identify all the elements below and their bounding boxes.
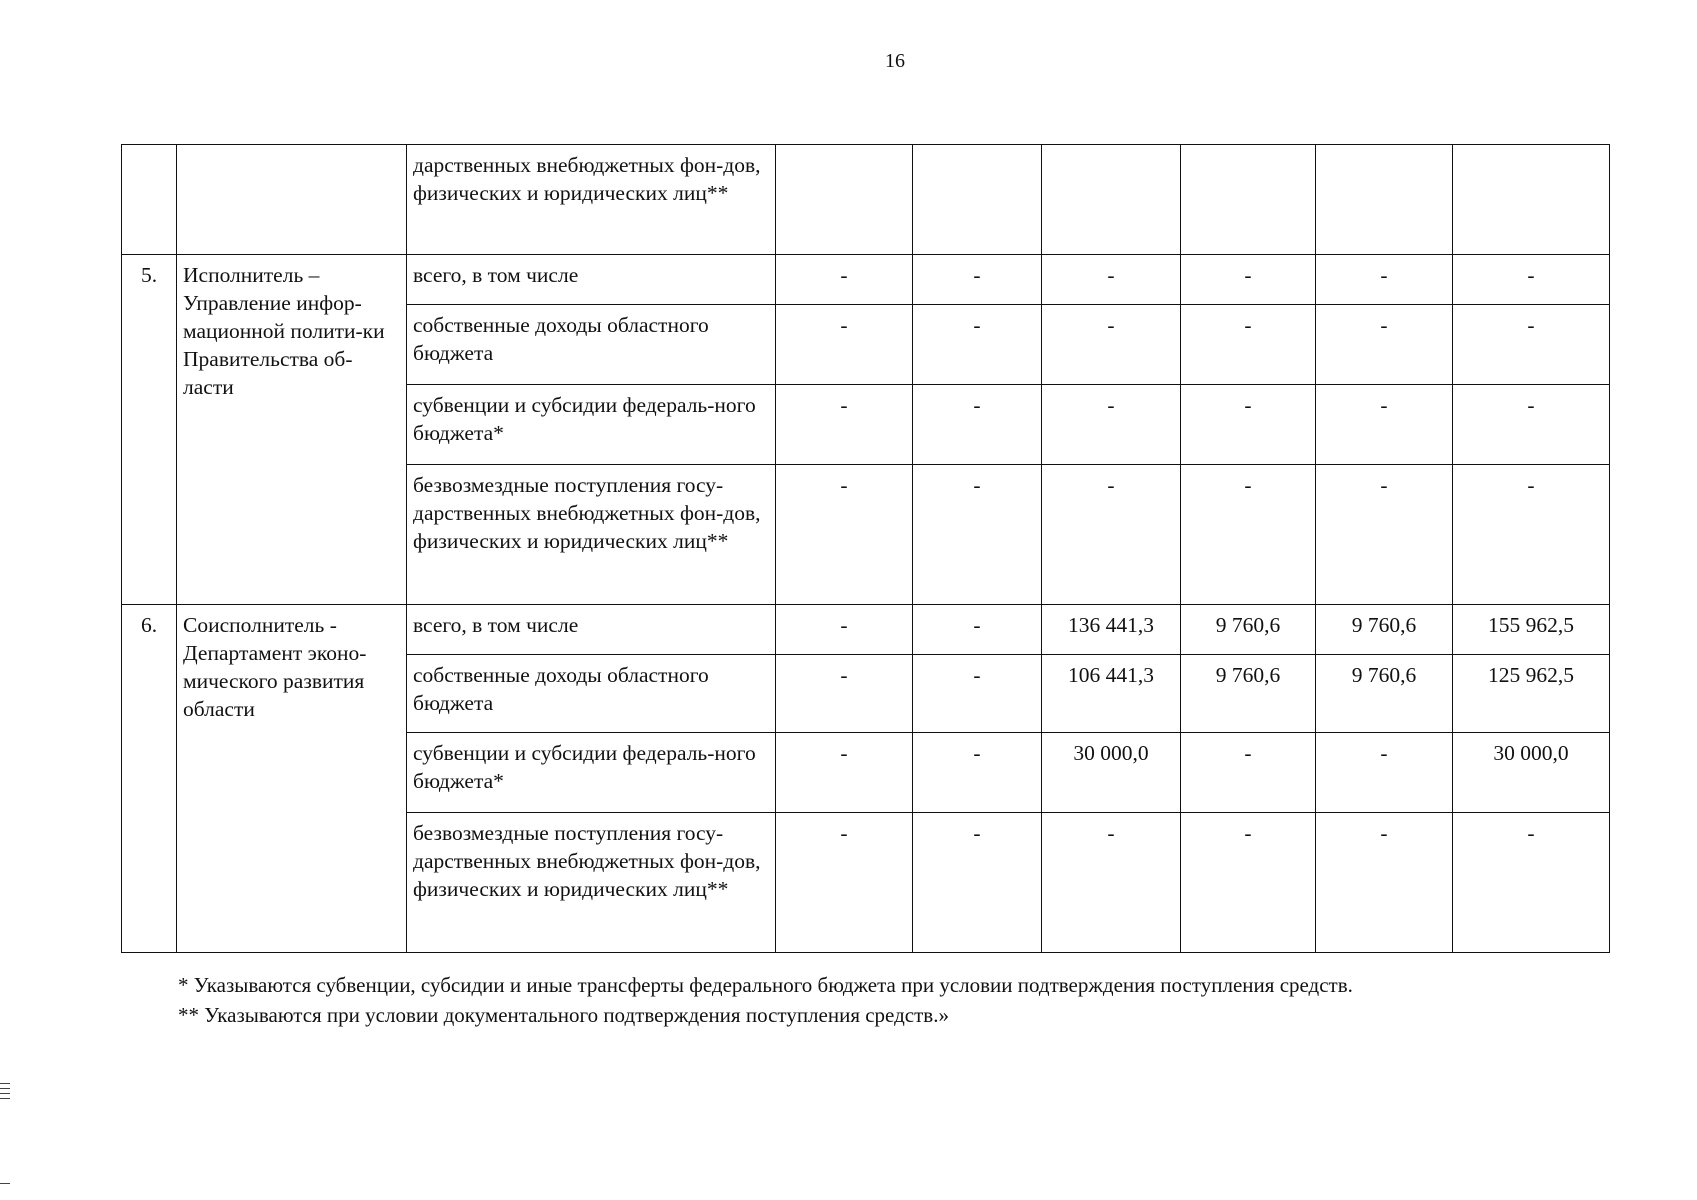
value-cell: 30 000,0 [1453,733,1610,813]
value-cell: 30 000,0 [1042,733,1181,813]
value-cell: - [913,813,1042,953]
row-index: 5. [122,255,177,605]
value-cell [1453,145,1610,255]
value-cell: - [776,655,913,733]
value-cell: - [913,605,1042,655]
value-cell: 125 962,5 [1453,655,1610,733]
funding-source-cell: субвенции и субсидии федераль-ного бюджета* [407,733,776,813]
funding-source-cell: безвозмездные поступления госу-дарственных внебюджетных фон-дов, физических и юридических лиц** [407,465,776,605]
value-cell: - [1042,465,1181,605]
funding-source-cell: безвозмездные поступления госу-дарственных внебюджетных фон-дов, физических и юридических лиц** [407,813,776,953]
funding-source-cell: дарственных внебюджетных фон-дов, физических и юридических лиц** [407,145,776,255]
value-cell: - [1453,465,1610,605]
value-cell: - [1316,255,1453,305]
funding-source-cell: всего, в том числе [407,255,776,305]
value-cell: - [1453,385,1610,465]
value-cell: 9 760,6 [1181,605,1316,655]
footnote-documentary-confirmation: ** Указываются при условии документального подтверждения поступления средств.» [178,1003,949,1027]
value-cell: - [1042,813,1181,953]
value-cell: - [913,305,1042,385]
value-cell [1316,145,1453,255]
value-cell: - [776,733,913,813]
value-cell: 106 441,3 [1042,655,1181,733]
value-cell: - [1181,305,1316,385]
value-cell: - [1181,255,1316,305]
value-cell: - [1042,305,1181,385]
value-cell: - [776,465,913,605]
value-cell: - [1316,305,1453,385]
value-cell [913,145,1042,255]
footnotes [178,970,1618,1030]
margin-mark [0,1098,10,1099]
value-cell: - [913,255,1042,305]
value-cell: - [913,733,1042,813]
value-cell: - [1316,385,1453,465]
value-cell: - [1453,813,1610,953]
value-cell: - [1316,733,1453,813]
value-cell: - [776,305,913,385]
footnote-federal-transfers: * Указываются субвенции, субсидии и иные трансферты федерального бюджета при условии подтверждения поступления средств. [178,973,1353,997]
value-cell: - [1181,733,1316,813]
value-cell: - [1453,255,1610,305]
value-cell: - [1181,385,1316,465]
executor-cell [177,145,407,255]
margin-mark [0,1183,10,1184]
margin-mark [0,1088,10,1089]
value-cell: - [1042,255,1181,305]
value-cell [776,145,913,255]
value-cell: - [776,813,913,953]
funding-source-cell: всего, в том числе [407,605,776,655]
value-cell: 155 962,5 [1453,605,1610,655]
value-cell: - [1453,305,1610,385]
budget-table [121,144,1610,953]
table-row [122,255,1610,305]
value-cell: - [913,465,1042,605]
value-cell: - [1316,813,1453,953]
executor-cell: Соисполнитель - Департамент эконо-мического развития области [177,605,407,953]
value-cell: - [1181,813,1316,953]
value-cell [1181,145,1316,255]
value-cell [1042,145,1181,255]
page-number: 16 [885,50,905,72]
row-index [122,145,177,255]
value-cell: - [913,655,1042,733]
funding-source-cell: субвенции и субсидии федераль-ного бюджета* [407,385,776,465]
funding-source-cell: собственные доходы областного бюджета [407,655,776,733]
executor-cell: Исполнитель – Управление инфор-мационной полити-ки Правительства об-ласти [177,255,407,605]
value-cell: - [776,385,913,465]
margin-mark [0,1093,10,1094]
value-cell: - [1316,465,1453,605]
margin-mark [0,1083,10,1084]
value-cell: - [1181,465,1316,605]
value-cell: - [1042,385,1181,465]
value-cell: - [913,385,1042,465]
value-cell: 136 441,3 [1042,605,1181,655]
value-cell: - [776,605,913,655]
table-row [122,605,1610,655]
table-row [122,145,1610,255]
funding-source-cell: собственные доходы областного бюджета [407,305,776,385]
value-cell: - [776,255,913,305]
value-cell: 9 760,6 [1181,655,1316,733]
value-cell: 9 760,6 [1316,605,1453,655]
value-cell: 9 760,6 [1316,655,1453,733]
row-index: 6. [122,605,177,953]
